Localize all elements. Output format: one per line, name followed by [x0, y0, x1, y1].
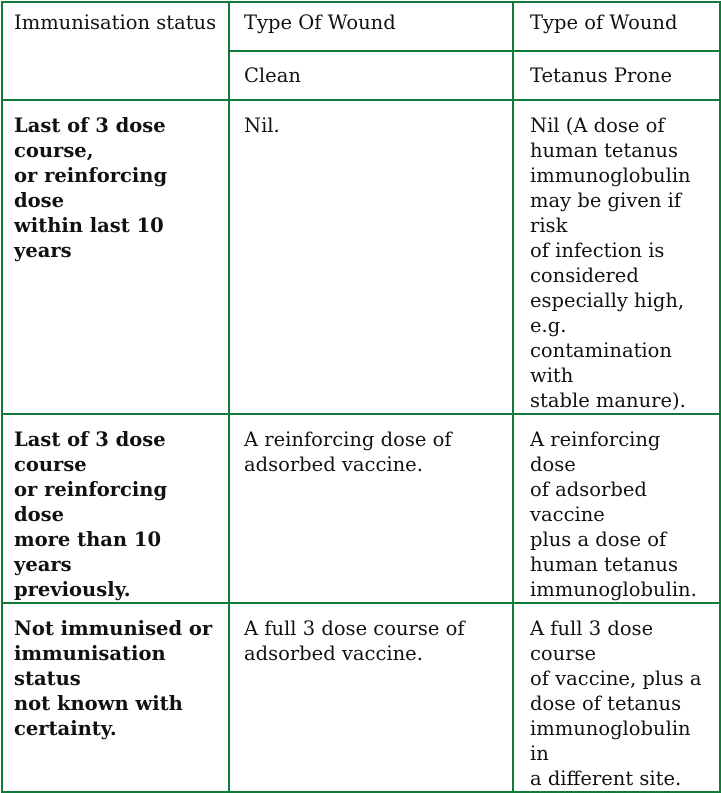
row-status-cell — [2, 100, 229, 414]
header-tetanus-prone — [513, 51, 720, 100]
header-clean — [229, 51, 513, 100]
header-clean-label: Clean — [244, 64, 301, 87]
row-clean-cell — [229, 603, 513, 792]
row-status-text: Last of 3 dose course or reinforcing dose more than 10 years previously. — [14, 428, 168, 601]
header-type-of-wound-clean-group — [229, 2, 513, 51]
header-tetanus-prone-label: Tetanus Prone — [530, 64, 673, 87]
table-row — [2, 414, 720, 603]
table-row — [2, 603, 720, 792]
row-tetanus-prone-cell — [513, 603, 720, 792]
header-immunisation-status-label: Immunisation status — [14, 11, 217, 34]
row-status-text: Not immunised or immunisation status not known with certainty. — [14, 617, 213, 740]
row-tetanus-prone-cell — [513, 100, 720, 414]
row-tetanus-prone-text: A full 3 dose course of vaccine, plus a dose of tetanus immunoglobulin in a different site. — [530, 617, 702, 790]
row-status-text: Last of 3 dose course, or reinforcing dose within last 10 years — [14, 114, 168, 262]
row-clean-cell — [229, 414, 513, 603]
row-clean-text: A reinforcing dose of adsorbed vaccine. — [244, 428, 452, 476]
header-immunisation-status — [2, 2, 229, 100]
row-status-cell — [2, 603, 229, 792]
row-tetanus-prone-text: Nil (A dose of human tetanus immunoglobulin may be given if risk of infection is considered especially high, e.g. contamination with stable manure). — [530, 114, 691, 412]
row-tetanus-prone-text: A reinforcing dose of adsorbed vaccine plus a dose of human tetanus immunoglobulin. — [530, 428, 697, 601]
row-clean-text: A full 3 dose course of adsorbed vaccine. — [244, 617, 465, 665]
row-status-cell — [2, 414, 229, 603]
header-type-of-wound-prone-group — [513, 2, 720, 51]
table-row — [2, 100, 720, 414]
row-clean-text: Nil. — [244, 114, 280, 137]
header-type-of-wound-label-2: Type of Wound — [530, 11, 678, 34]
row-tetanus-prone-cell — [513, 414, 720, 603]
header-type-of-wound-label: Type Of Wound — [244, 11, 396, 34]
row-clean-cell — [229, 100, 513, 414]
tetanus-wound-table — [1, 1, 721, 793]
